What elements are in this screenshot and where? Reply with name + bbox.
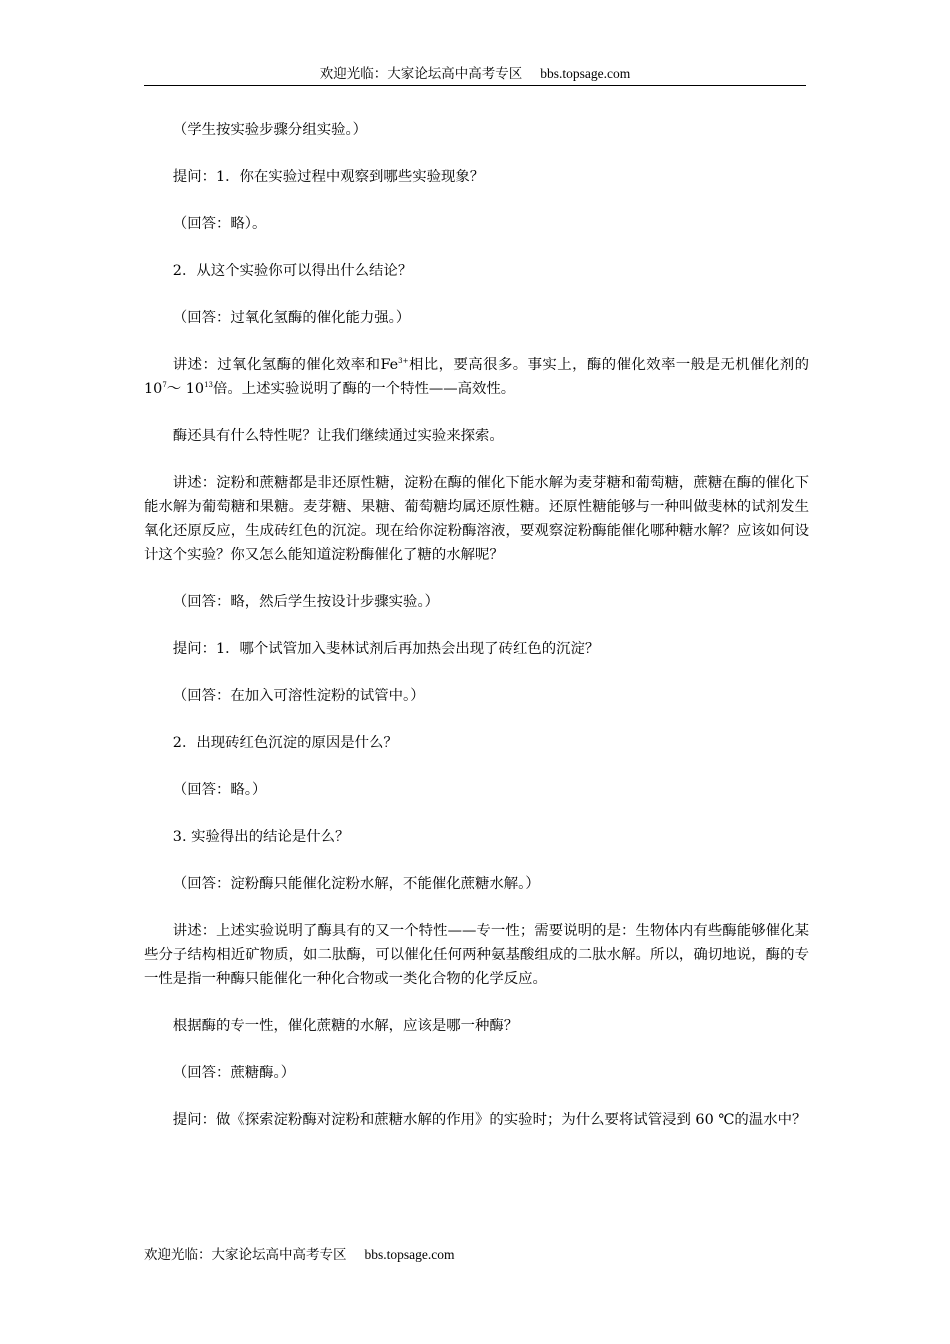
paragraph: 讲述：淀粉和蔗糖都是非还原性糖，淀粉在酶的催化下能水解为麦芽糖和葡萄糖，蔗糖在酶的催化下能水解为葡萄糖和果糖。麦芽糖、果糖、葡萄糖均属还原性糖。还原性糖能够与一种叫做斐林的试剂发生氧化还原反应，生成砖红色的沉淀。现在给你淀粉酶溶液，要观察淀粉酶能催化哪种糖水解？应该如何设计这个实验？你又怎么能知道淀粉酶催化了糖的水解呢？ [144, 475, 809, 563]
page-header [144, 64, 806, 86]
text-run: 讲述：过氧化氢酶的催化效率和Fe [172, 357, 399, 373]
paragraph: 讲述：上述实验说明了酶具有的又一个特性——专一性；需要说明的是：生物体内有些酶能够催化某些分子结构相近矿物质，如二肽酶，可以催化任何两种氨基酸组成的二肽水解。所以，确切地说，酶的专一性是指一种酶只能催化一种化合物或一类化合物的化学反应。 [144, 923, 809, 987]
page-footer [144, 1245, 455, 1265]
paragraph: （学生按实验步骤分组实验。） [172, 122, 368, 138]
footer-url: bbs.topsage.com [364, 1247, 455, 1262]
paragraph: 提问：1．哪个试管加入斐林试剂后再加热会出现了砖红色的沉淀？ [172, 641, 600, 657]
paragraph: 提问：做《探索淀粉酶对淀粉和蔗糖水解的作用》的实验时；为什么要将试管浸到 60 ℃的温水中？ [172, 1112, 807, 1128]
paragraph: 3. 实验得出的结论是什么？ [172, 829, 350, 845]
paragraph: 提问：1．你在实验过程中观察到哪些实验现象？ [172, 169, 485, 185]
text-run: 相比，要高很多。事实上，酶的催化效率一般是无机催化剂的 10 [144, 357, 809, 397]
superscript: 3+ [398, 357, 409, 365]
document-body [144, 118, 809, 1155]
paragraph: （回答：略）。 [172, 216, 267, 232]
text-run: ～ 10 [166, 381, 205, 397]
superscript: 13 [204, 381, 213, 389]
text-run: 倍。上述实验说明了酶的一个特性——高效性。 [212, 381, 516, 397]
paragraph: （回答：略，然后学生按设计步骤实验。） [172, 594, 440, 610]
paragraph: 2．从这个实验你可以得出什么结论？ [172, 263, 413, 279]
header-url: bbs.topsage.com [540, 66, 631, 81]
paragraph: 2．出现砖红色沉淀的原因是什么？ [172, 735, 398, 751]
footer-site-text: 欢迎光临：大家论坛高中高考专区 [144, 1247, 347, 1263]
paragraph: 酶还具有什么特性呢？让我们继续通过实验来探索。 [172, 428, 504, 444]
paragraph: （回答：在加入可溶性淀粉的试管中。） [172, 688, 425, 704]
paragraph: 根据酶的专一性，催化蔗糖的水解，应该是哪一种酶？ [172, 1018, 519, 1034]
paragraph: （回答：略。） [172, 782, 267, 798]
paragraph: （回答：淀粉酶只能催化淀粉水解，不能催化蔗糖水解。） [172, 876, 540, 892]
paragraph: （回答：蔗糖酶。） [172, 1065, 296, 1081]
header-site-text: 欢迎光临：大家论坛高中高考专区 [319, 66, 523, 82]
paragraph-efficiency [144, 353, 809, 401]
superscript: 7 [162, 381, 167, 389]
paragraph: （回答：过氧化氢酶的催化能力强。） [172, 310, 411, 326]
